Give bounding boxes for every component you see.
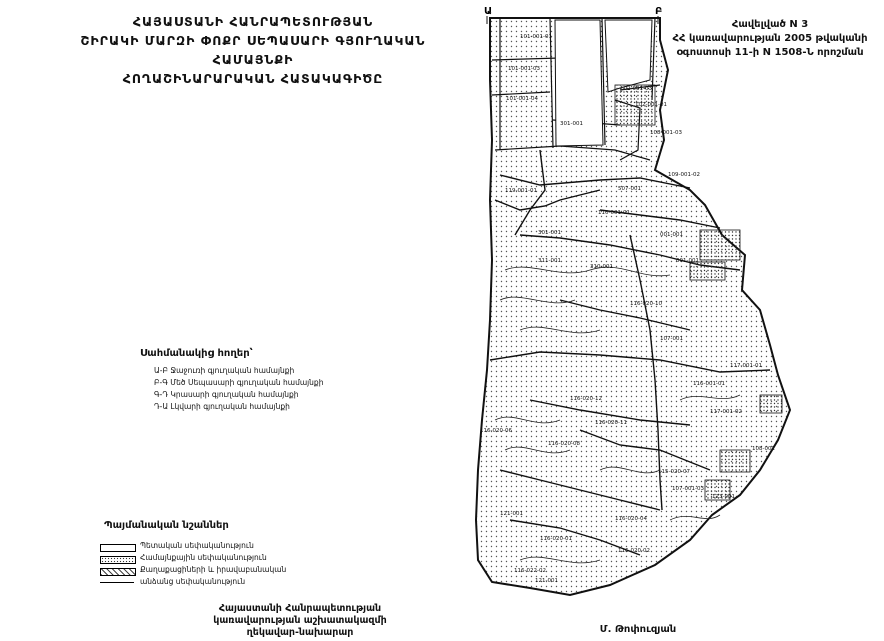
signature-title-line-3: ղեկավար-նախարար	[246, 627, 354, 638]
signatory-name: Մ. Թոփուզյան	[599, 624, 677, 635]
parcel-label: 310-001	[590, 264, 613, 270]
legend-label-community: Համայնքային սեփականություն	[140, 553, 267, 562]
corner-label-a: Ա	[484, 6, 493, 17]
legend-swatch-state	[100, 544, 136, 552]
parcel-label: 116-020-08	[548, 441, 580, 447]
legend-swatch-private	[100, 568, 136, 576]
parcel-label: 001-001	[660, 232, 683, 238]
parcel-label: 311-001	[538, 258, 561, 264]
parcel-label: 109-001-02	[668, 172, 700, 178]
parcel-label: 102-001-01	[635, 102, 667, 108]
parcel-label: 107-001-03	[672, 486, 704, 492]
parcel-label: 001-001	[676, 258, 699, 264]
legend-heading: Պայմանական նշաններ	[104, 520, 229, 531]
parcel-label: 116-020-04	[615, 516, 647, 522]
parcel-label: 116-020-11	[595, 420, 627, 426]
parcel-label: 101-001-03	[508, 66, 540, 72]
legend-label-private: Քաղաքացիների և իրավաբանական	[140, 565, 287, 574]
annex-line-1: Հավելված N 3	[731, 19, 809, 30]
legend-label-line: անձանց սեփականություն	[140, 577, 246, 586]
parcel-label: 116-020-06	[480, 428, 512, 434]
parcel-label: 116-020-01	[540, 536, 572, 542]
parcel-label: 301-001	[560, 121, 583, 127]
boundaries-block	[140, 348, 400, 413]
boundary-item: Ա-Բ Ջաջուռի գյուղական համայնքի	[154, 366, 295, 375]
parcel-label: 119-001-01	[505, 188, 537, 194]
parcel-label: 507-001	[618, 186, 641, 192]
annex-line-3: օգոստոսի 11-ի N 1508-Ն որոշման	[676, 47, 864, 58]
boundary-item: Գ-Դ Կրասարի գյուղական համայնքի	[154, 390, 299, 399]
legend-label-state: Պետական սեփականություն	[140, 541, 254, 550]
parcel-label: 108-001	[752, 446, 775, 452]
parcel-label: 117-001-01	[730, 363, 762, 369]
parcel-label: 110-001-01	[598, 210, 630, 216]
parcel-label: 117-001-02	[710, 409, 742, 415]
parcel-label: 115-020-07	[658, 469, 690, 475]
legend-block	[100, 520, 360, 590]
parcel-label: 116-022-02	[514, 568, 546, 574]
parcel-label: 121-001	[500, 511, 523, 517]
boundaries-heading: Սահմանակից հողեր՝	[140, 348, 253, 359]
parcel-label: 116-001-01	[693, 381, 725, 387]
signature-title	[200, 603, 400, 639]
signature-title-line-1: Հայաստանի Հանրապետության	[218, 603, 382, 614]
parcel-label: 108-001-03	[650, 130, 682, 136]
title-line-2: ՇԻՐԱԿԻ ՄԱՐԶԻ ՓՈՔՐ ՍԵՊԱՍԱՐԻ ԳՅՈՒՂԱԿԱՆ ՀԱՄԱՅՆՔԻ	[80, 33, 426, 67]
boundary-item: Բ-Գ Մեծ Սեպասարի գյուղական համայնքի	[154, 378, 324, 387]
parcel-label: 301-001	[538, 230, 561, 236]
parcel-label: 101-001-01	[520, 34, 552, 40]
parcel-label: 101-001-04	[506, 96, 538, 102]
parcel-label: 116-020-12	[570, 396, 602, 402]
parcel-label: 102-001-03	[620, 86, 652, 92]
parcel-label: 121-001	[535, 578, 558, 584]
legend-swatch-community	[100, 556, 136, 564]
annex-line-2: ՀՀ կառավարության 2005 թվականի	[672, 33, 868, 44]
title-line-3: ՀՈՂԱՇԻՆԱՐԱՐԱԿԱՆ ՀԱՏԱԿԱԳԻԾԸ	[122, 71, 384, 86]
parcel-label: 107-001	[660, 336, 683, 342]
parcel-label: 116-020-02	[618, 548, 650, 554]
corner-label-b: Բ	[655, 6, 663, 17]
legend-swatch-line	[100, 582, 134, 583]
title-line-1: ՀԱՅԱՍՏԱՆԻ ՀԱՆՐԱՊԵՏՈՒԹՅԱՆ	[132, 14, 374, 29]
parcel-label: 116-020-10	[630, 301, 662, 307]
boundary-item: Դ-Ա Լկվարի գյուղական համայնքի	[154, 402, 290, 411]
parcel-label: 123-001	[712, 494, 735, 500]
signature-title-line-2: կառավարության աշխատակազմի	[213, 615, 387, 626]
